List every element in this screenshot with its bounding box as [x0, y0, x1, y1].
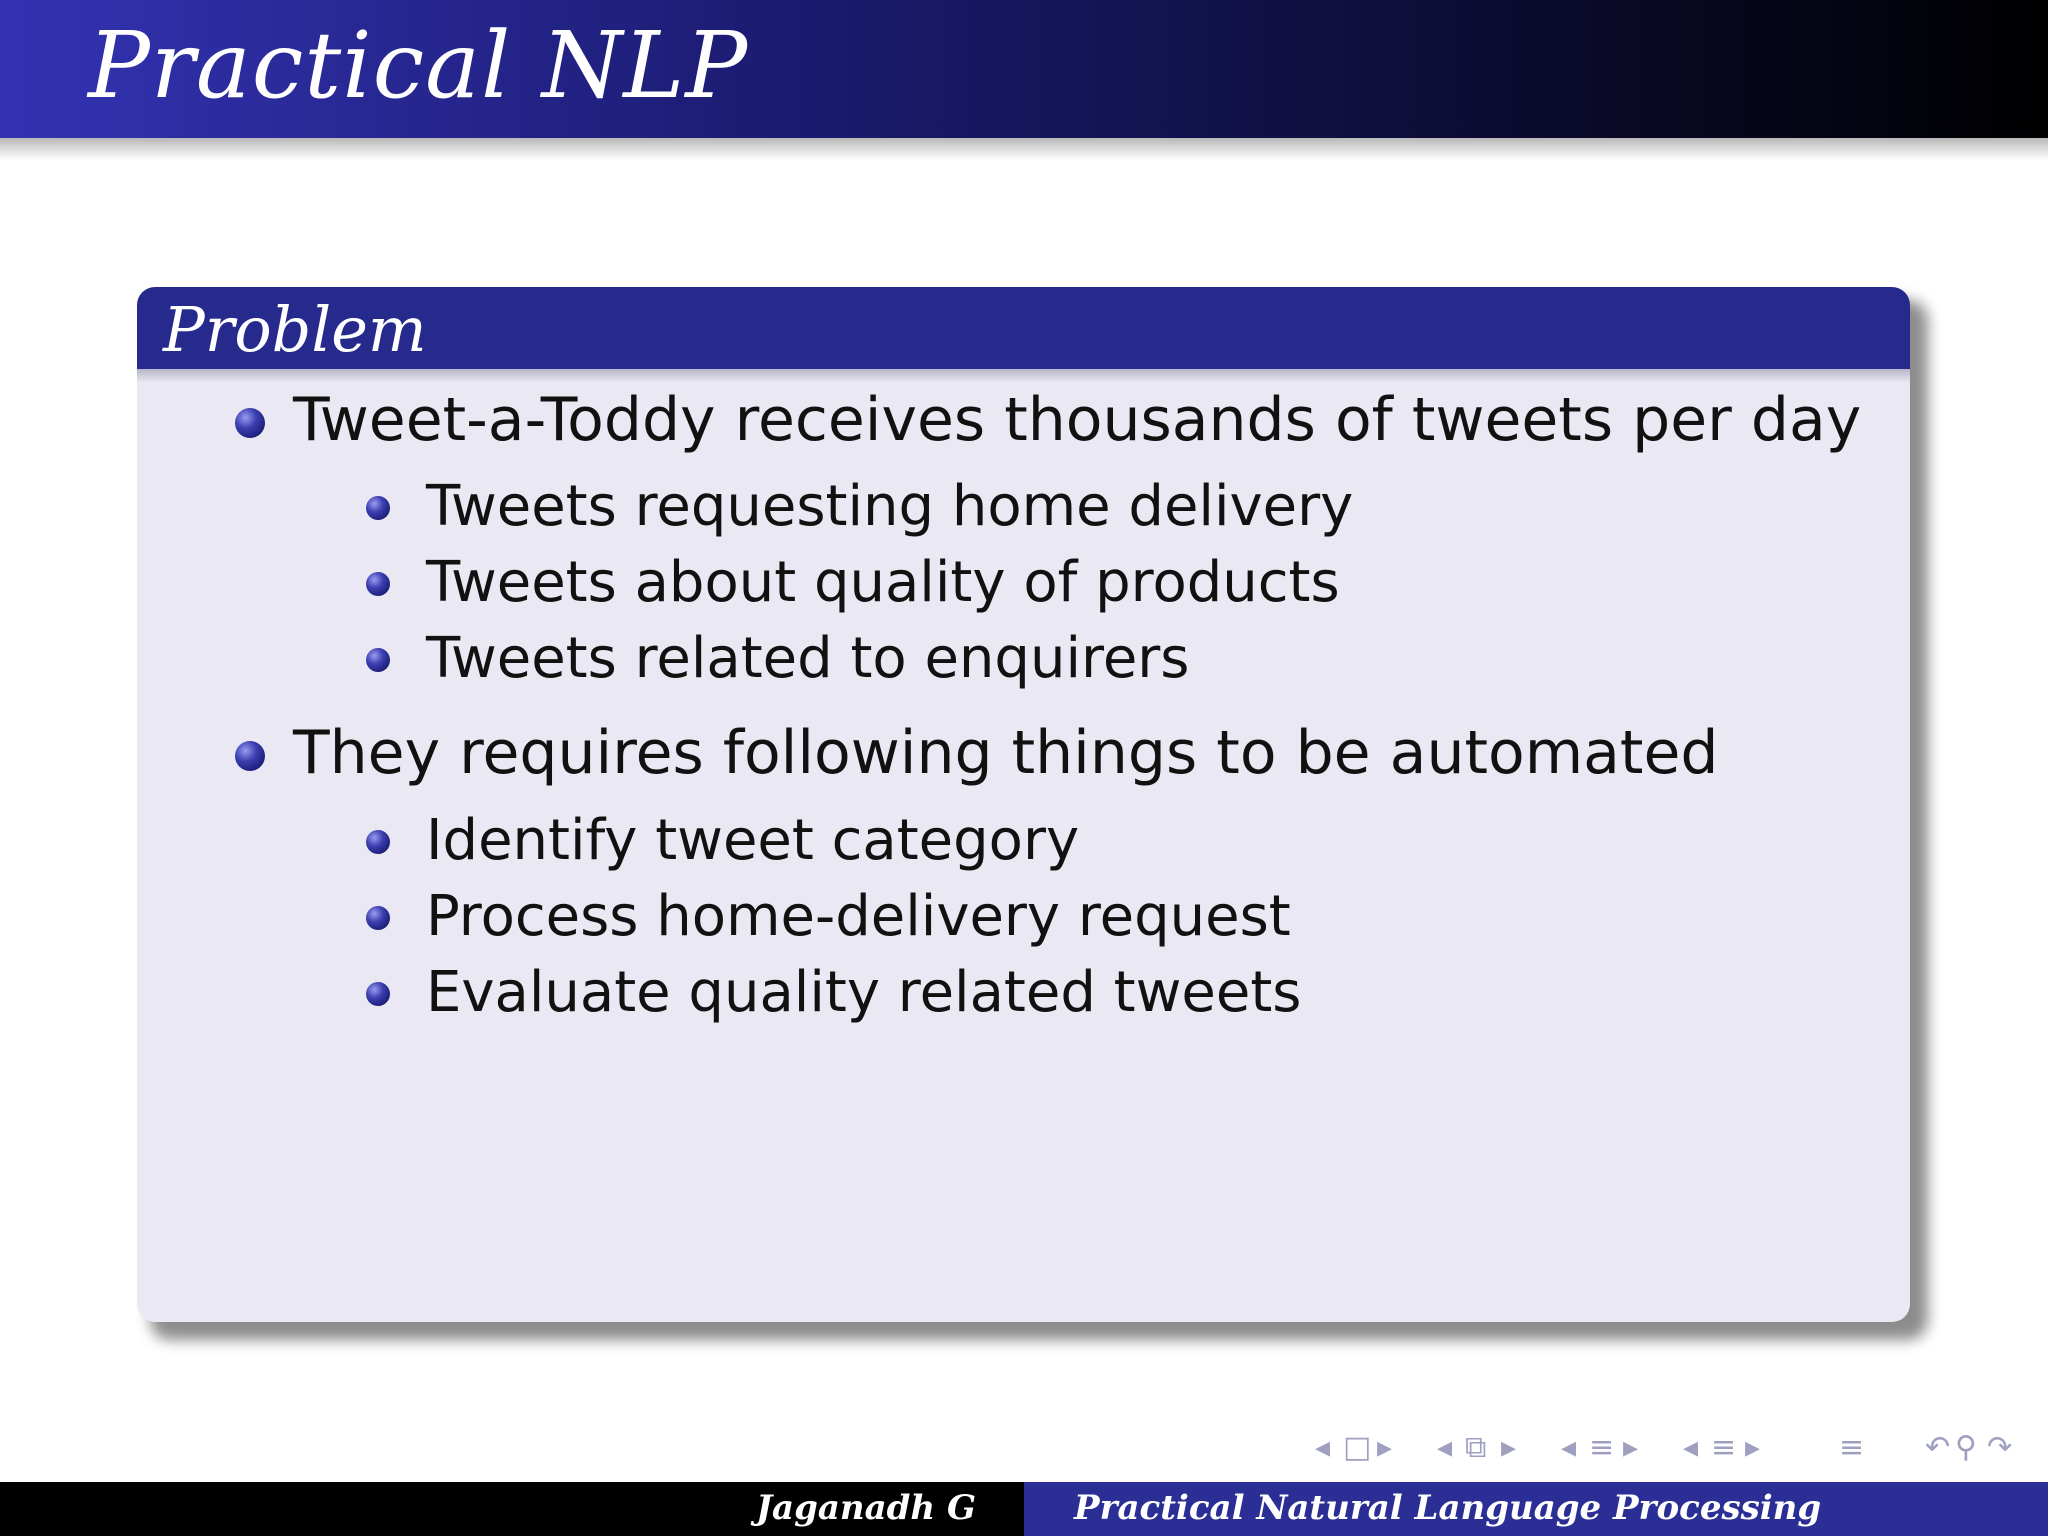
sub-list-item-text: Tweets about quality of products	[426, 550, 1340, 615]
search-icon[interactable]: ⚲	[1955, 1430, 1977, 1465]
list-item-text: Tweet-a-Toddy receives thousands of tweets per day	[293, 385, 1862, 455]
arrow-right-icon[interactable]: ▸	[1377, 1430, 1393, 1465]
block-header	[137, 287, 1910, 369]
header-shadow	[0, 138, 2048, 160]
arrow-left-icon[interactable]: ◂	[1437, 1430, 1453, 1465]
block-title: Problem	[163, 293, 427, 366]
section-icon[interactable]: ≡	[1589, 1430, 1615, 1465]
footer-author: Jaganadh G	[755, 1488, 976, 1528]
bullet-icon	[366, 830, 390, 854]
sub-list-item-text: Evaluate quality related tweets	[426, 960, 1302, 1025]
forward-icon[interactable]: ↷	[1987, 1430, 2013, 1465]
sub-list-item	[426, 808, 1079, 873]
presentation-icon[interactable]: ≡	[1711, 1430, 1737, 1465]
frame-header	[0, 0, 2048, 138]
bullet-icon	[366, 496, 390, 520]
sub-list-item-text: Tweets requesting home delivery	[426, 474, 1354, 539]
bullet-icon	[366, 572, 390, 596]
arrow-right-icon[interactable]: ▸	[1501, 1430, 1517, 1465]
bullet-icon	[366, 982, 390, 1006]
problem-block	[137, 287, 1910, 1322]
frame-title: Practical NLP	[88, 12, 749, 119]
sub-list-item-text: Tweets related to enquirers	[426, 626, 1190, 691]
sub-list-item-text: Process home-delivery request	[426, 884, 1291, 949]
arrow-left-icon[interactable]: ◂	[1561, 1430, 1577, 1465]
block-header-shadow	[137, 369, 1910, 383]
arrow-left-icon[interactable]: ◂	[1315, 1430, 1331, 1465]
arrow-right-icon[interactable]: ▸	[1623, 1430, 1639, 1465]
sub-list-item-text: Identify tweet category	[426, 808, 1080, 873]
arrow-left-icon[interactable]: ◂	[1683, 1430, 1699, 1465]
arrow-right-icon[interactable]: ▸	[1745, 1430, 1761, 1465]
list-item	[293, 385, 1861, 455]
list-item	[293, 718, 1718, 788]
navigation-bar	[1315, 1430, 2035, 1470]
footer-left	[0, 1482, 1024, 1536]
bullet-icon	[366, 906, 390, 930]
menu-icon[interactable]: ≡	[1839, 1430, 1865, 1465]
sub-list-item	[426, 626, 1189, 691]
list-item-text: They requires following things to be automated	[293, 718, 1719, 788]
bullet-icon	[366, 648, 390, 672]
frame-icon[interactable]: □	[1343, 1430, 1372, 1465]
sub-list-item	[426, 884, 1291, 949]
sub-list-item	[426, 474, 1353, 539]
subsection-icon[interactable]: ⧉	[1465, 1430, 1487, 1465]
sub-list-item	[426, 550, 1340, 615]
bullet-icon	[235, 741, 265, 771]
footer-title: Practical Natural Language Processing	[1074, 1488, 1822, 1528]
bullet-icon	[235, 408, 265, 438]
sub-list-item	[426, 960, 1301, 1025]
back-icon[interactable]: ↶	[1925, 1430, 1951, 1465]
footer-right	[1024, 1482, 2048, 1536]
